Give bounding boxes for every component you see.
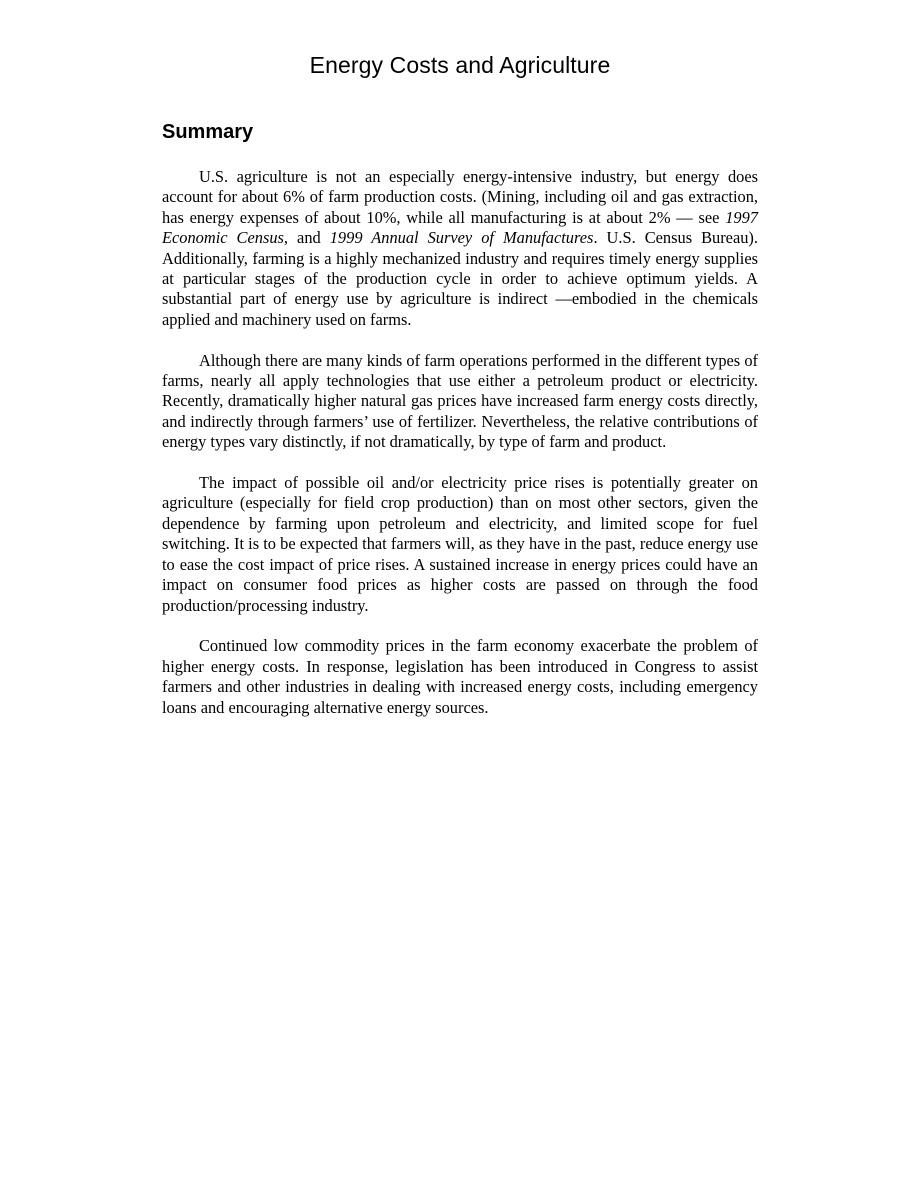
citation-economic-census: 1997 Economic Census (162, 207, 758, 248)
summary-body (162, 167, 758, 718)
paragraph-1-text-c: . U.S. Census Bureau). Additionally, farming is a highly mechanized industry and requires timely energy supplies at particular stages of the production cycle in order to achieve optimum yields. A substantial part of energy use by agriculture is indirect —embodied in the chemicals applied and machinery used on farms. (162, 228, 758, 329)
section-heading-summary: Summary (162, 121, 254, 143)
paragraph-1 (162, 167, 758, 330)
paragraph-2: Although there are many kinds of farm operations performed in the different types of farms, nearly all apply technologies that use either a petroleum product or electricity. Recently, dramatically higher natural gas prices have increased farm energy costs directly, and indirectly through farmers’ use of fertilizer. Nevertheless, the relative contributions of energy types vary distinctly, if not dramatically, by type of farm and product. (162, 350, 758, 452)
paragraph-1-text-a: U.S. agriculture is not an especially energy-intensive industry, but energy does account for about 6% of farm production costs. (Mining, including oil and gas extraction, has energy expenses of about 10%, while all manufacturing is at about 2% — see (162, 167, 758, 227)
paragraph-4: Continued low commodity prices in the farm economy exacerbate the problem of higher energy costs. In response, legislation has been introduced in Congress to assist farmers and other industries in dealing with increased energy costs, including emergency loans and encouraging alternative energy sources. (162, 636, 758, 717)
paragraph-1-text-b: , and (283, 228, 330, 248)
document-title: Energy Costs and Agriculture (309, 52, 611, 78)
paragraph-3: The impact of possible oil and/or electricity price rises is potentially greater on agriculture (especially for field crop production) than on most other sectors, given the dependence by farming upon petroleum and electricity, and limited scope for fuel switching. It is to be expected that farmers will, as they have in the past, reduce energy use to ease the cost impact of price rises. A sustained increase in energy prices could have an impact on consumer food prices as higher costs are passed on through the food production/processing industry. (162, 473, 758, 615)
citation-annual-survey: 1999 Annual Survey of Manufactures (329, 228, 594, 248)
